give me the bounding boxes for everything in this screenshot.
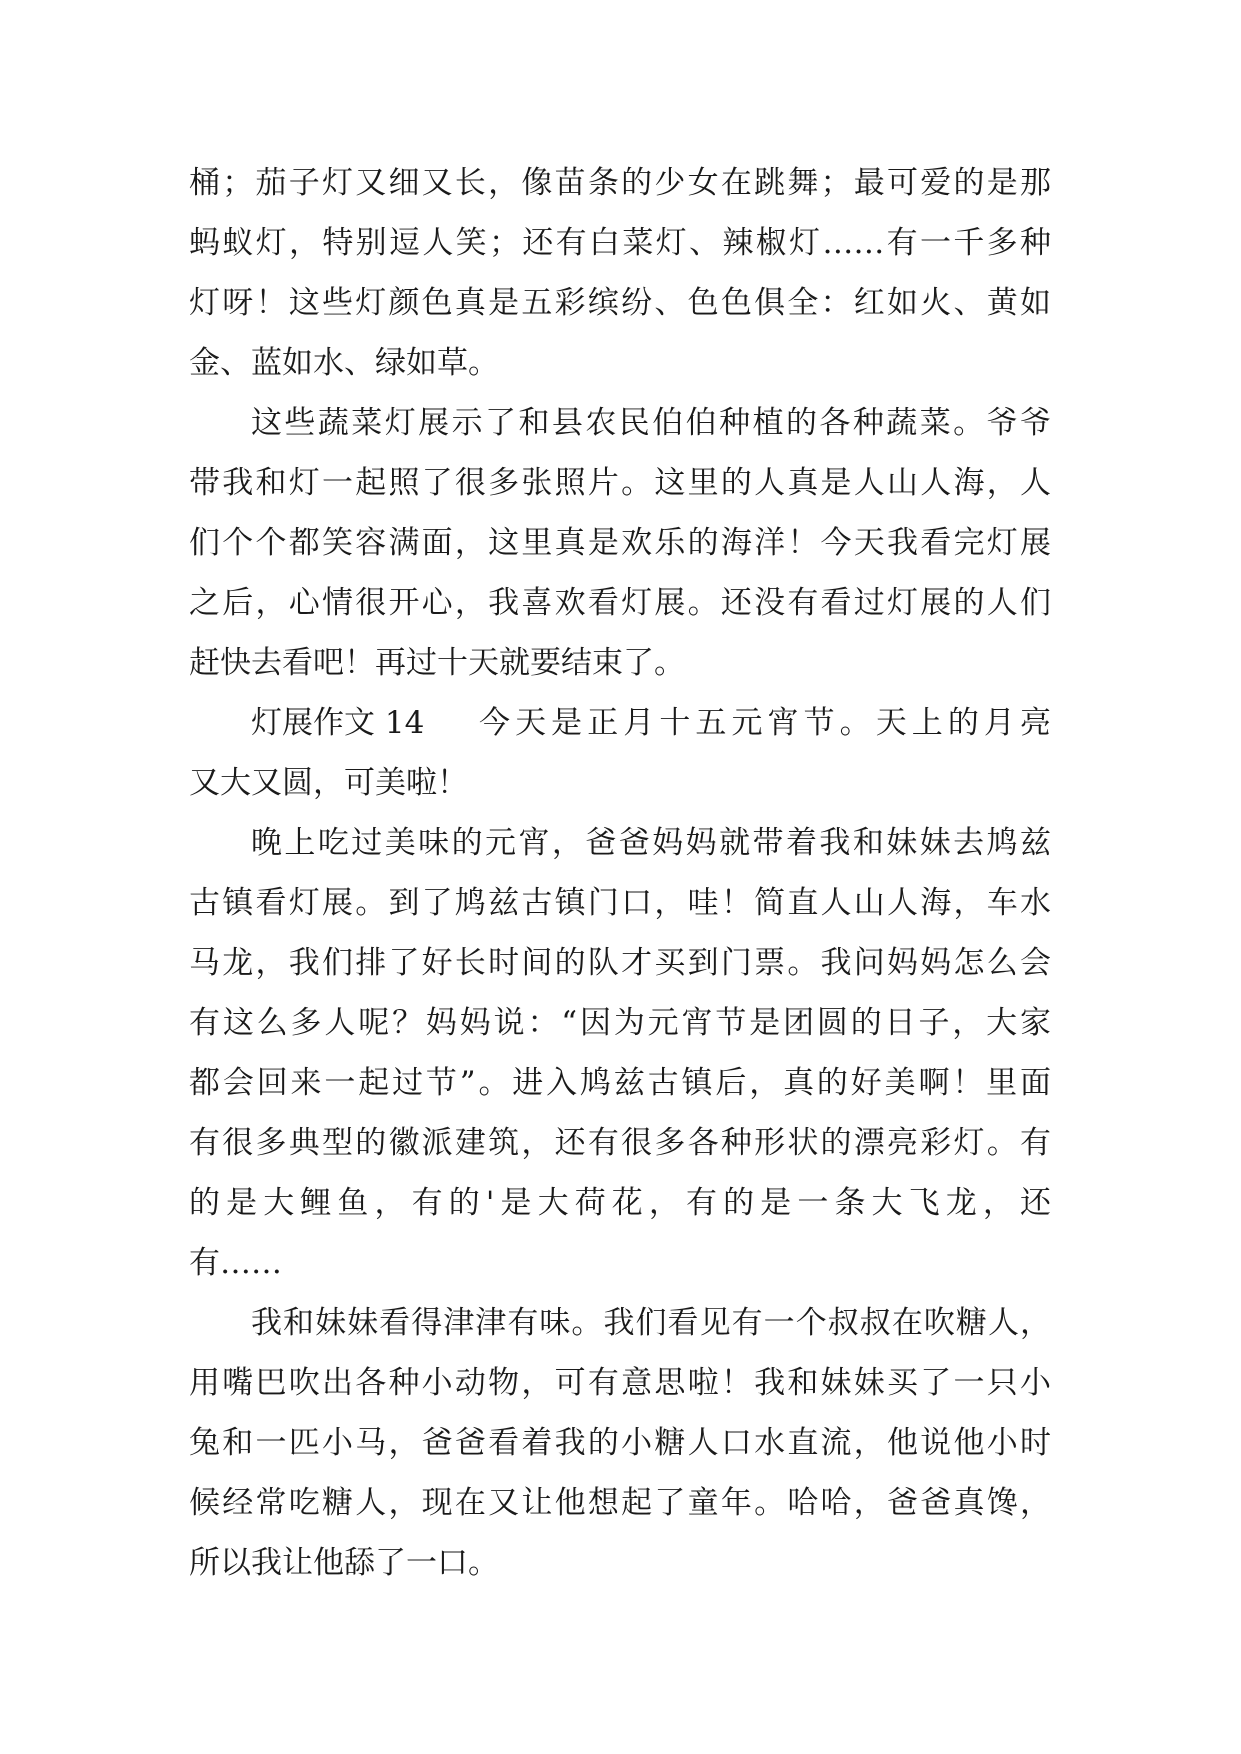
essay-heading-line bbox=[189, 693, 1051, 753]
text-line: 赶快去看吧！再过十天就要结束了。 bbox=[189, 645, 685, 681]
text-line: 兔和一匹小马，爸爸看着我的小糖人口水直流，他说他小时 bbox=[189, 1425, 1051, 1461]
text-line: 所以我让他舔了一口。 bbox=[189, 1545, 499, 1581]
text-line: 又大又圆，可美啦！ bbox=[189, 765, 468, 801]
text-line: 用嘴巴吹出各种小动物，可有意思啦！我和妹妹买了一只小 bbox=[189, 1365, 1051, 1401]
text-line: 有这么多人呢？妈妈说：“因为元宵节是团圆的日子，大家 bbox=[189, 1005, 1051, 1041]
text-line: 带我和灯一起照了很多张照片。这里的人真是人山人海，人 bbox=[189, 465, 1051, 501]
essay-title: 灯展作文 14 bbox=[251, 705, 425, 741]
essay-opening-text: 今天是正月十五元宵节。天上的月亮 bbox=[479, 705, 1051, 741]
paragraph-first-line: 我和妹妹看得津津有味。我们看见有一个叔叔在吹糖人， bbox=[251, 1305, 1051, 1341]
text-line: 马龙，我们排了好长时间的队才买到门票。我问妈妈怎么会 bbox=[189, 945, 1051, 981]
text-line: 都会回来一起过节”。进入鸠兹古镇后，真的好美啊！里面 bbox=[189, 1065, 1051, 1101]
paragraph-first-line: 晚上吃过美味的元宵，爸爸妈妈就带着我和妹妹去鸠兹 bbox=[251, 825, 1051, 861]
text-line: 候经常吃糖人，现在又让他想起了童年。哈哈，爸爸真馋， bbox=[189, 1485, 1051, 1521]
text-line: 之后，心情很开心，我喜欢看灯展。还没有看过灯展的人们 bbox=[189, 585, 1051, 621]
text-line: 们个个都笑容满面，这里真是欢乐的海洋！今天我看完灯展 bbox=[189, 525, 1051, 561]
text-line: 有很多典型的徽派建筑，还有很多各种形状的漂亮彩灯。有 bbox=[189, 1125, 1051, 1161]
text-line: 的是大鲤鱼，有的'是大荷花，有的是一条大飞龙，还 bbox=[189, 1185, 1051, 1221]
text-line: 金、蓝如水、绿如草。 bbox=[189, 345, 499, 381]
paragraph-first-line: 这些蔬菜灯展示了和县农民伯伯种植的各种蔬菜。爷爷 bbox=[251, 405, 1051, 441]
text-line: 有…… bbox=[189, 1245, 282, 1281]
essay-body bbox=[189, 153, 1051, 1593]
text-line: 蚂蚁灯，特别逗人笑；还有白菜灯、辣椒灯……有一千多种 bbox=[189, 225, 1051, 261]
text-line: 古镇看灯展。到了鸠兹古镇门口，哇！简直人山人海，车水 bbox=[189, 885, 1051, 921]
text-line: 桶；茄子灯又细又长，像苗条的少女在跳舞；最可爱的是那 bbox=[189, 165, 1051, 201]
text-line: 灯呀！这些灯颜色真是五彩缤纷、色色俱全：红如火、黄如 bbox=[189, 285, 1051, 321]
